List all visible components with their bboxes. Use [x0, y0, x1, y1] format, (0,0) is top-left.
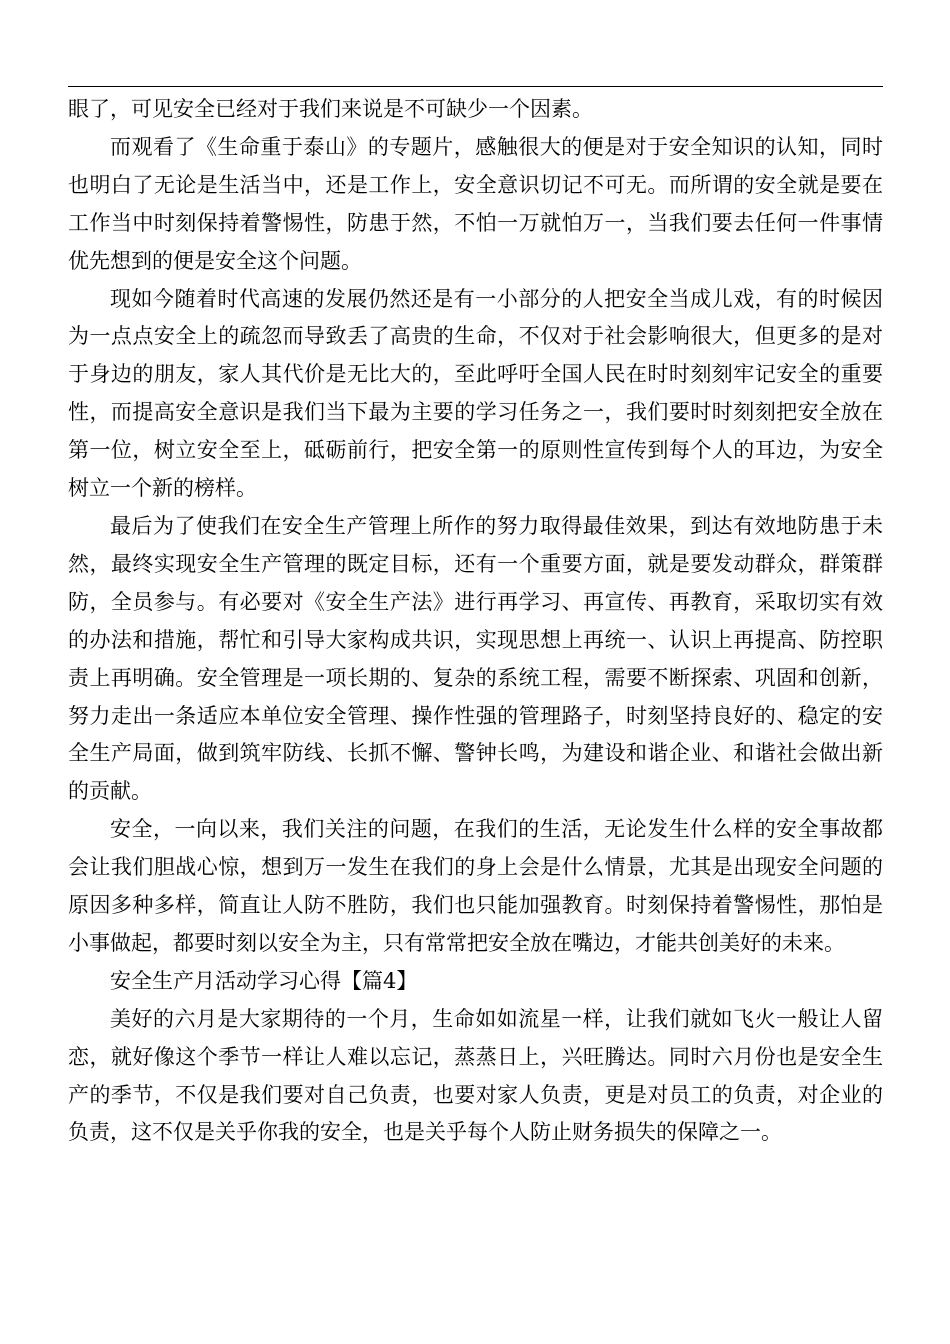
- paragraph: 美好的六月是大家期待的一个月，生命如如流星一样，让我们就如飞火一般让人留恋，就好像这个季节一样让人难以忘记，蒸蒸日上，兴旺腾达。同时六月份也是安全生产的季节，不仅是我们要对自己负责，也要对家人负责，更是对员工的负责，对企业的负责，这不仅是关乎你我的安全，也是关乎每个人防止财务损失的保障之一。: [68, 1006, 883, 1145]
- paragraph: 现如今随着时代高速的发展仍然还是有一小部分的人把安全当成儿戏，有的时候因为一点点安全上的疏忽而导致丢了高贵的生命，不仅对于社会影响很大，但更多的是对于身边的朋友，家人其代价是无比大的，至此呼吁全国人民在时时刻刻牢记安全的重要性，而提高安全意识是我们当下最为主要的学习任务之一，我们要时时刻刻把安全放在第一位，树立安全至上，砥砺前行，把安全第一的原则性宣传到每个人的耳边，为安全树立一个新的榜样。: [68, 286, 883, 501]
- document-body: [68, 91, 883, 1152]
- paragraph: 安全，一向以来，我们关注的问题，在我们的生活，无论发生什么样的安全事故都会让我们胆战心惊，想到万一发生在我们的身上会是什么情景，尤其是出现安全问题的原因多种多样，简直让人防不胜防，我们也只能加强教育。时刻保持着警惕性，那怕是小事做起，都要时刻以安全为主，只有常常把安全放在嘴边，才能共创美好的未来。: [68, 817, 883, 955]
- paragraph: 最后为了使我们在安全生产管理上所作的努力取得最佳效果，到达有效地防患于未然，最终实现安全生产管理的既定目标，还有一个重要方面，就是要发动群众，群策群防，全员参与。有必要对《安全生产法》进行再学习、再宣传、再教育，采取切实有效的办法和措施，帮忙和引导大家构成共识，实现思想上再统一、认识上再提高、防控职责上再明确。安全管理是一项长期的、复杂的系统工程，需要不断探索、巩固和创新，努力走出一条适应本单位安全管理、操作性强的管理路子，时刻坚持良好的、稳定的安全生产局面，做到筑牢防线、长抓不懈、警钟长鸣，为建设和谐企业、和谐社会做出新的贡献。: [68, 513, 883, 804]
- paragraph-continuation: 眼了，可见安全已经对于我们来说是不可缺少一个因素。: [68, 97, 593, 121]
- header-rule: [68, 86, 883, 87]
- section-heading: 安全生产月活动学习心得【篇4】: [110, 968, 418, 993]
- paragraph: 而观看了《生命重于泰山》的专题片，感触很大的便是对于安全知识的认知，同时也明白了无论是生活当中，还是工作上，安全意识切记不可无。而所谓的安全就是要在工作当中时刻保持着警惕性，防患于然，不怕一万就怕万一，当我们要去任何一件事情优先想到的便是安全这个问题。: [68, 134, 883, 273]
